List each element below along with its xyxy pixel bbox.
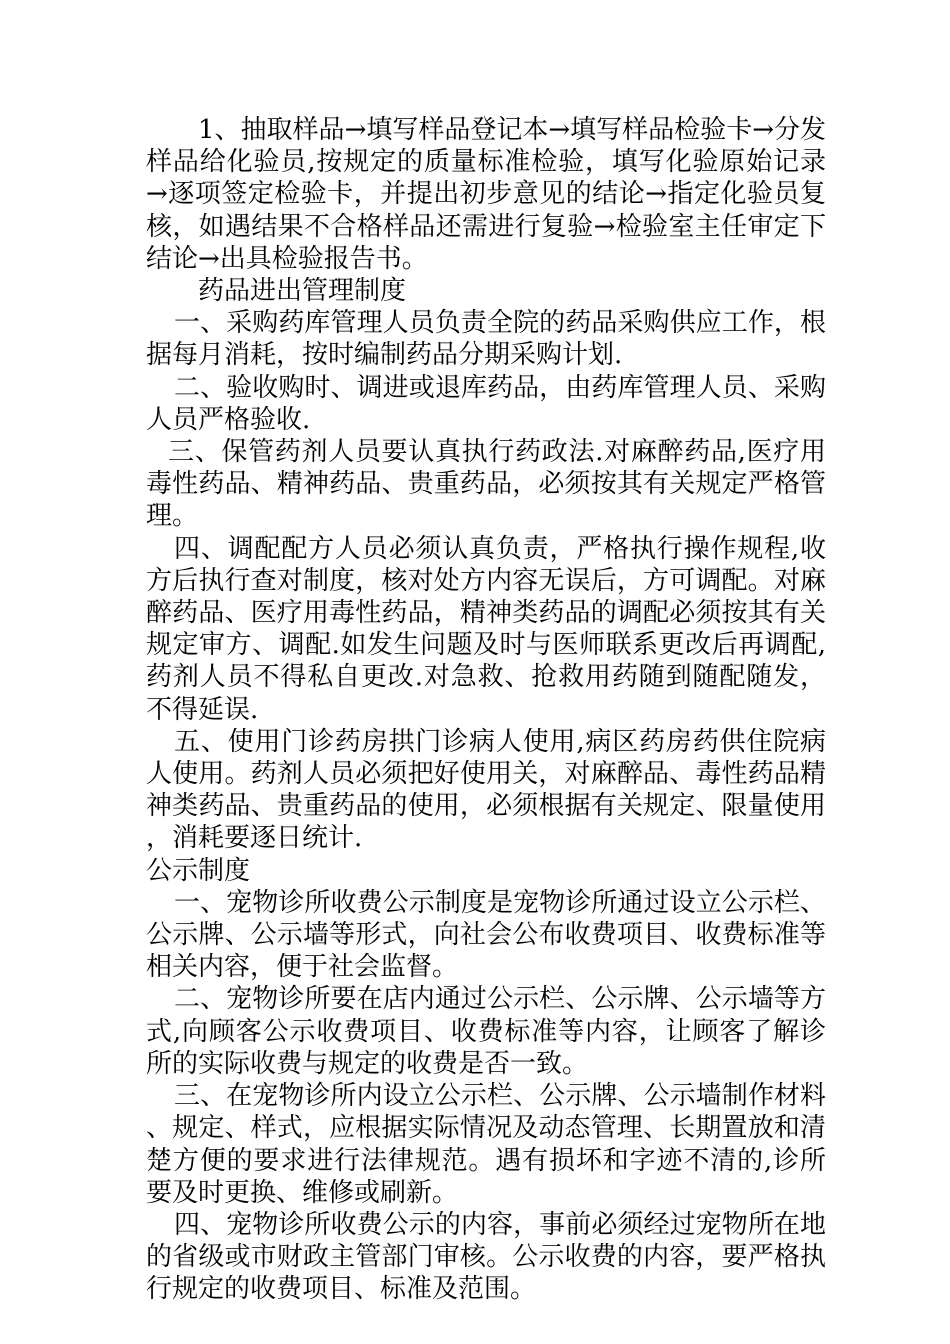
paragraph-disclosure-review: 四、宠物诊所收费公示的内容，事前必须经过宠物所在地的省级或市财政主管部门审核。公示收费的内容，要严格执行规定的收费项目、标准及范围。 [146, 1209, 826, 1305]
paragraph-disclosure-board: 三、在宠物诊所内设立公示栏、公示牌、公示墙制作材料、规定、样式，应根据实际情况及动态管理、长期置放和清楚方便的要求进行法律规范。遇有损坏和字迹不清的,诊所要及时更换、维修或刷新。 [146, 1081, 826, 1208]
paragraph-usage: 五、使用门诊药房拱门诊病人使用,病区药房药供住院病人使用。药剂人员必须把好使用关，对麻醉品、毒性药品精神类药品、贵重药品的使用，必须根据有关规定、限量使用，消耗要逐日统计. [146, 726, 826, 854]
paragraph-inspection-procedure: 1、抽取样品→填写样品登记本→填写样品检验卡→分发样品给化验员,按规定的质量标准检验，填写化验原始记录→逐项签定检验卡，并提出初步意见的结论→指定化验员复核，如遇结果不合格样品还需进行复验→检验室主任审定下结论→出具检验报告书。 [146, 115, 826, 274]
paragraph-dispensing: 四、调配配方人员必须认真负责，严格执行操作规程,收方后执行查对制度，核对处方内容无误后，方可调配。对麻醉药品、医疗用毒性药品，精神类药品的调配必须按其有关规定审方、调配.如发生问题及时与医师联系更改后再调配,药剂人员不得私自更改.对急救、抢救用药随到随配随发，不得延误. [146, 533, 826, 725]
heading-drug-management: 药品进出管理制度 [198, 276, 407, 307]
document-body [146, 114, 826, 1306]
paragraph-procurement: 一、采购药库管理人员负责全院的药品采购供应工作，根据每月消耗，按时编制药品分期采购计划. [146, 308, 826, 371]
heading-disclosure-system: 公示制度 [146, 855, 251, 886]
paragraph-disclosure-method: 二、宠物诊所要在店内通过公示栏、公示牌、公示墙等方式,向顾客公示收费项目、收费标准等内容，让顾客了解诊所的实际收费与规定的收费是否一致。 [146, 984, 826, 1079]
paragraph-disclosure-definition: 一、宠物诊所收费公示制度是宠物诊所通过设立公示栏、公示牌、公示墙等形式，向社会公布收费项目、收费标准等相关内容，便于社会监督。 [146, 887, 826, 983]
paragraph-acceptance: 二、验收购时、调进或退库药品，由药库管理人员、采购人员严格验收. [146, 372, 826, 435]
paragraph-storage: 三、保管药剂人员要认真执行药政法.对麻醉药品,医疗用毒性药品、精神药品、贵重药品，必须按其有关规定严格管理。 [146, 437, 826, 532]
